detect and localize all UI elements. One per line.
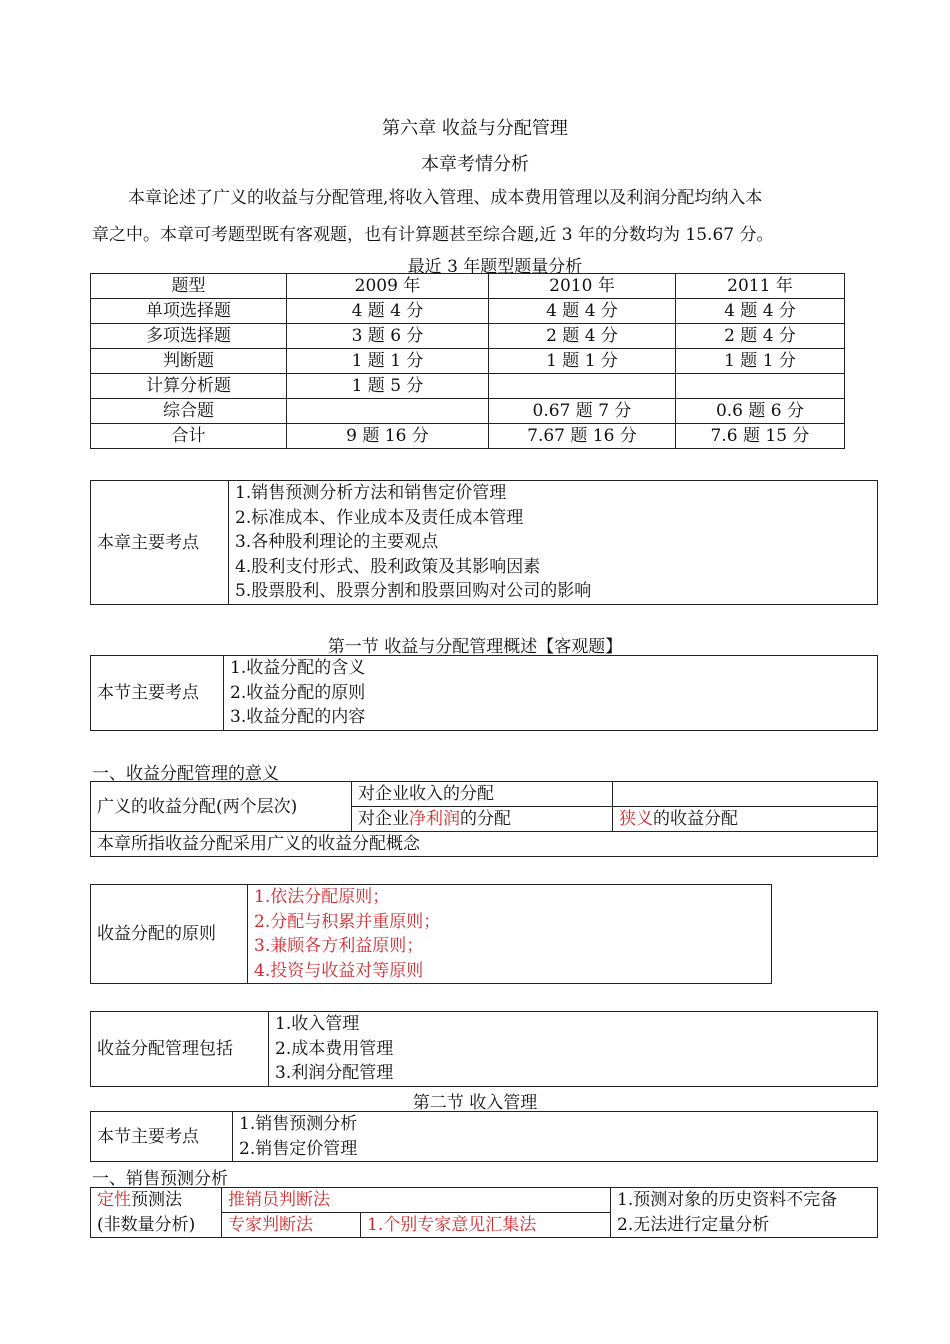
analysis-title: 本章考情分析 <box>421 154 529 175</box>
section1-point-item: 1.收益分配的含义 <box>230 658 366 679</box>
stats-cell: 3 题 6 分 <box>287 324 489 349</box>
stats-cell: 9 题 16 分 <box>287 424 489 449</box>
stats-cell <box>287 399 489 424</box>
stats-row <box>91 349 845 374</box>
stats-cell: 2 题 4 分 <box>676 324 845 349</box>
meaning-table <box>90 781 878 857</box>
stats-cell: 单项选择题 <box>91 299 287 324</box>
principles-table <box>90 884 772 984</box>
forecast-table <box>90 1187 878 1238</box>
section2-points-table <box>90 1111 878 1162</box>
principles-label: 收益分配的原则 <box>91 885 248 984</box>
forecast-left-line <box>97 1188 215 1213</box>
includes-list <box>269 1012 878 1087</box>
forecast-highlight: 定性 <box>97 1190 131 1210</box>
principles-list <box>248 885 772 984</box>
meaning-mid-cell <box>352 807 613 832</box>
forecast-submethod-cell: 1.个别专家意见汇集法 <box>361 1213 611 1238</box>
stats-header-cell: 2010 年 <box>489 274 676 299</box>
stats-total-row <box>91 424 845 449</box>
section2-point-item: 1.销售预测分析 <box>239 1114 358 1134</box>
forecast-right-line: 1.预测对象的历史资料不完备 <box>617 1190 838 1210</box>
stats-cell: 1 题 1 分 <box>489 349 676 374</box>
intro-line-1: 本章论述了广义的收益与分配管理,将收入管理、成本费用管理以及利润分配均纳入本 <box>128 188 763 208</box>
stats-cell: 1 题 5 分 <box>287 374 489 399</box>
meaning-note: 本章所指收益分配采用广义的收益分配概念 <box>91 832 878 857</box>
forecast-method-cell: 专家判断法 <box>222 1213 361 1238</box>
stats-header-cell: 2009 年 <box>287 274 489 299</box>
stats-cell: 7.67 题 16 分 <box>489 424 676 449</box>
chapter-point-item: 5.股票股利、股票分割和股票回购对公司的影响 <box>235 581 592 602</box>
stats-caption: 最近 3 年题型题量分析 <box>407 257 583 277</box>
principle-item: 2.分配与积累并重原则； <box>254 911 441 932</box>
stats-cell: 0.6 题 6 分 <box>676 399 845 424</box>
stats-cell: 7.6 题 15 分 <box>676 424 845 449</box>
forecast-method-cell: 推销员判断法 <box>222 1188 611 1213</box>
stats-cell: 判断题 <box>91 349 287 374</box>
chapter-title: 第六章 收益与分配管理 <box>382 118 568 139</box>
meaning-heading: 一、收益分配管理的意义 <box>92 764 279 784</box>
chapter-point-item: 4.股利支付形式、股利政策及其影响因素 <box>235 556 541 577</box>
stats-cell: 1 题 1 分 <box>676 349 845 374</box>
section1-points-table <box>90 655 878 731</box>
meaning-text: 的分配 <box>460 809 511 829</box>
includes-item: 2.成本费用管理 <box>275 1038 394 1059</box>
meaning-empty-cell <box>613 782 878 807</box>
includes-label: 收益分配管理包括 <box>91 1012 269 1087</box>
section1-points-list <box>224 656 878 731</box>
principle-item: 3.兼顾各方利益原则； <box>254 936 424 956</box>
forecast-text: 预测法 <box>131 1190 182 1210</box>
includes-item: 1.收入管理 <box>275 1014 360 1035</box>
meaning-text: 的收益分配 <box>653 809 738 829</box>
principle-item: 1.依法分配原则； <box>254 887 390 907</box>
section1-title: 第一节 收益与分配管理概述【客观题】 <box>327 637 623 657</box>
section1-point-item: 3.收益分配的内容 <box>230 707 366 728</box>
chapter-points-list <box>229 481 878 605</box>
meaning-right-cell <box>613 807 878 832</box>
stats-cell: 2 题 4 分 <box>489 324 676 349</box>
stats-cell: 4 题 4 分 <box>676 299 845 324</box>
section1-point-item: 2.收益分配的原则 <box>230 682 366 703</box>
chapter-point-item: 3.各种股利理论的主要观点 <box>235 532 439 553</box>
meaning-text: 对企业 <box>358 809 409 829</box>
stats-header-row <box>91 274 845 299</box>
meaning-highlight: 狭义 <box>619 809 653 829</box>
section2-point-item: 2.销售定价管理 <box>239 1138 358 1159</box>
stats-header-cell: 2011 年 <box>676 274 845 299</box>
stats-cell: 4 题 4 分 <box>287 299 489 324</box>
includes-table <box>90 1011 878 1087</box>
forecast-heading: 一、销售预测分析 <box>92 1169 228 1189</box>
section1-points-label: 本节主要考点 <box>91 656 224 731</box>
section2-points-label: 本节主要考点 <box>91 1112 233 1162</box>
intro-paragraph <box>92 180 892 254</box>
stats-cell <box>676 374 845 399</box>
chapter-points-label: 本章主要考点 <box>91 481 229 605</box>
stats-row <box>91 324 845 349</box>
stats-cell <box>489 374 676 399</box>
chapter-point-item: 2.标准成本、作业成本及责任成本管理 <box>235 507 524 528</box>
chapter-point-item: 1.销售预测分析方法和销售定价管理 <box>235 483 507 504</box>
stats-row <box>91 399 845 424</box>
stats-cell: 0.67 题 7 分 <box>489 399 676 424</box>
intro-line-2: 章之中。本章可考题型既有客观题，也有计算题甚至综合题,近 3 年的分数均为 15.67 分。 <box>92 225 774 245</box>
stats-cell: 4 题 4 分 <box>489 299 676 324</box>
forecast-left-line: (非数量分析) <box>97 1214 196 1235</box>
forecast-right-cell <box>611 1188 878 1238</box>
stats-header-cell: 题型 <box>91 274 287 299</box>
includes-item: 3.利润分配管理 <box>275 1063 394 1084</box>
forecast-right-line: 2.无法进行定量分析 <box>617 1214 770 1235</box>
stats-cell: 多项选择题 <box>91 324 287 349</box>
stats-row <box>91 299 845 324</box>
section2-points-list <box>233 1112 878 1162</box>
section2-title: 第二节 收入管理 <box>412 1093 538 1113</box>
stats-table <box>90 273 845 449</box>
principle-item: 4.投资与收益对等原则 <box>254 960 424 981</box>
forecast-left-cell <box>91 1188 222 1238</box>
chapter-points-table <box>90 480 878 605</box>
meaning-left-cell: 广义的收益分配(两个层次) <box>91 782 352 832</box>
stats-cell: 计算分析题 <box>91 374 287 399</box>
stats-cell: 1 题 1 分 <box>287 349 489 374</box>
meaning-highlight: 净利润 <box>409 809 460 829</box>
stats-cell: 综合题 <box>91 399 287 424</box>
stats-cell: 合计 <box>91 424 287 449</box>
meaning-mid-cell: 对企业收入的分配 <box>352 782 613 807</box>
stats-row <box>91 374 845 399</box>
